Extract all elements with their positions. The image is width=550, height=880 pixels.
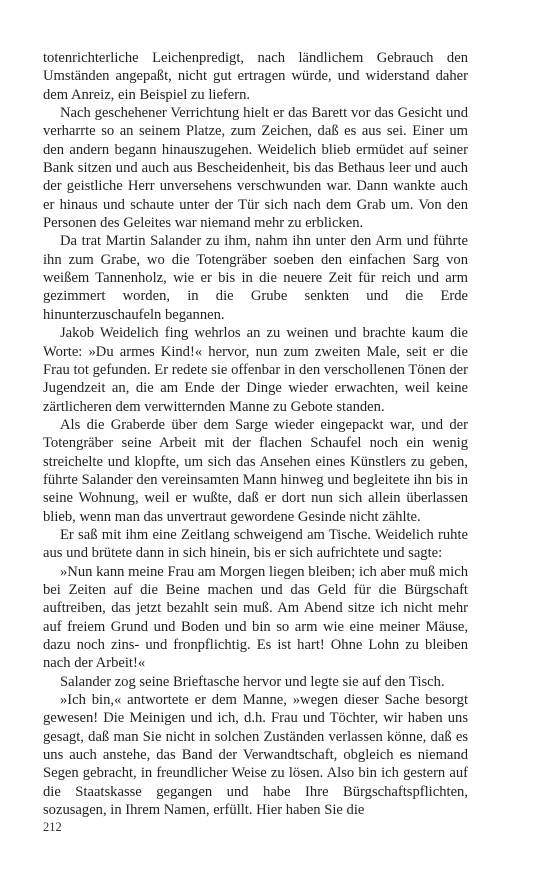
paragraph: Er saß mit ihm eine Zeitlang schweigend am Tische. Weidelich ruhte aus und brütete dann in sich hinein, bis er sich aufrichtete und sagte: — [43, 526, 468, 562]
paragraph: Nach geschehener Verrichtung hielt er das Barett vor das Gesicht und verharrte so an seinem Platze, zum Zeichen, daß es aus sei. Einer um den andern begann hinauszugehen. Weidelich blieb ermüdet auf seiner Bank sitzen und auch aus Bescheidenheit, bis das Bethaus leer und auch der geistliche Herr unversehens verschwunden war. Dann wankte auch er hinaus und schaute unter der Tür sich nach dem Grab um. Von den Personen des Geleites war niemand mehr zu erblicken. — [43, 105, 468, 232]
paragraph: Salander zog seine Brieftasche hervor und legte sie auf den Tisch. — [60, 673, 445, 690]
paragraph: »Nun kann meine Frau am Morgen liegen bleiben; ich aber muß mich bei Zeiten auf die Beine machen und das Geld für die Bürgschaft auftreiben, das jetzt bezahlt sein muß. Am Abend sitze ich nicht mehr auf freiem Grund und Boden und bin so arm wie eine meiner Mäuse, dazu noch zins- und fronpflichtig. Es ist hart! Ohne Lohn zu bleiben nach der Arbeit!« — [43, 563, 468, 672]
paragraph: Als die Graberde über dem Sarge wieder eingepackt war, und der Totengräber seine Arbeit mit der flachen Schaufel noch ein wenig streichelte und klopfte, um sich das Ansehen eines Künstlers zu geben, führte Salander den vereinsamten Mann hinweg und begleitete ihn bis in seine Wohnung, weil er wußte, daß er dort nun sich allein überlassen blieb, wenn man das unvertraut gewordene Gesinde nicht zählte. — [43, 416, 468, 525]
page-number: 212 — [43, 820, 62, 834]
paragraph: »Ich bin,« antwortete er dem Manne, »wegen dieser Sache besorgt gewesen! Die Meinigen und ich, d.h. Frau und Töchter, wir haben uns gesagt, daß man Sie nicht in solchen Zuständen verlassen könne, daß es uns auch anstehe, das Band der Verwandtschaft, obgleich es niemand Segen gebracht, in freundlicher Weise zu lösen. Also bin ich gestern auf die Staatskasse gegangen und habe Ihre Bürgschaftspflichten, sozusagen, in Ihrem Namen, erfüllt. Hier haben Sie die — [43, 692, 468, 819]
paragraph: Da trat Martin Salander zu ihm, nahm ihn unter den Arm und führte ihn zum Grabe, wo die Totengräber soeben den einfachen Sarg von weißem Tannenholz, wie er bis in die neuere Zeit für reich und arm gezimmert worden, in die Grube senkten und die Erde hinunterzuschaufeln begannen. — [43, 233, 468, 323]
body-text — [43, 49, 468, 819]
paragraph: Jakob Weidelich fing wehrlos an zu weinen und brachte kaum die Worte: »Du armes Kind!« hervor, nun zum zweiten Male, seit er die Frau tot gefunden. Er redete sie offenbar in den verschollenen Tönen der Jugendzeit an, die am Ende der Dinge wieder erwachten, weil keine zärtlicheren dem verwitternden Manne zu Gebote standen. — [43, 325, 468, 415]
paragraph-continued: totenrichterliche Leichenpredigt, nach ländlichem Gebrauch den Umständen angepaßt, nicht gut ertragen würde, und widerstand daher dem Anreiz, ein Beispiel zu liefern. — [43, 50, 468, 103]
